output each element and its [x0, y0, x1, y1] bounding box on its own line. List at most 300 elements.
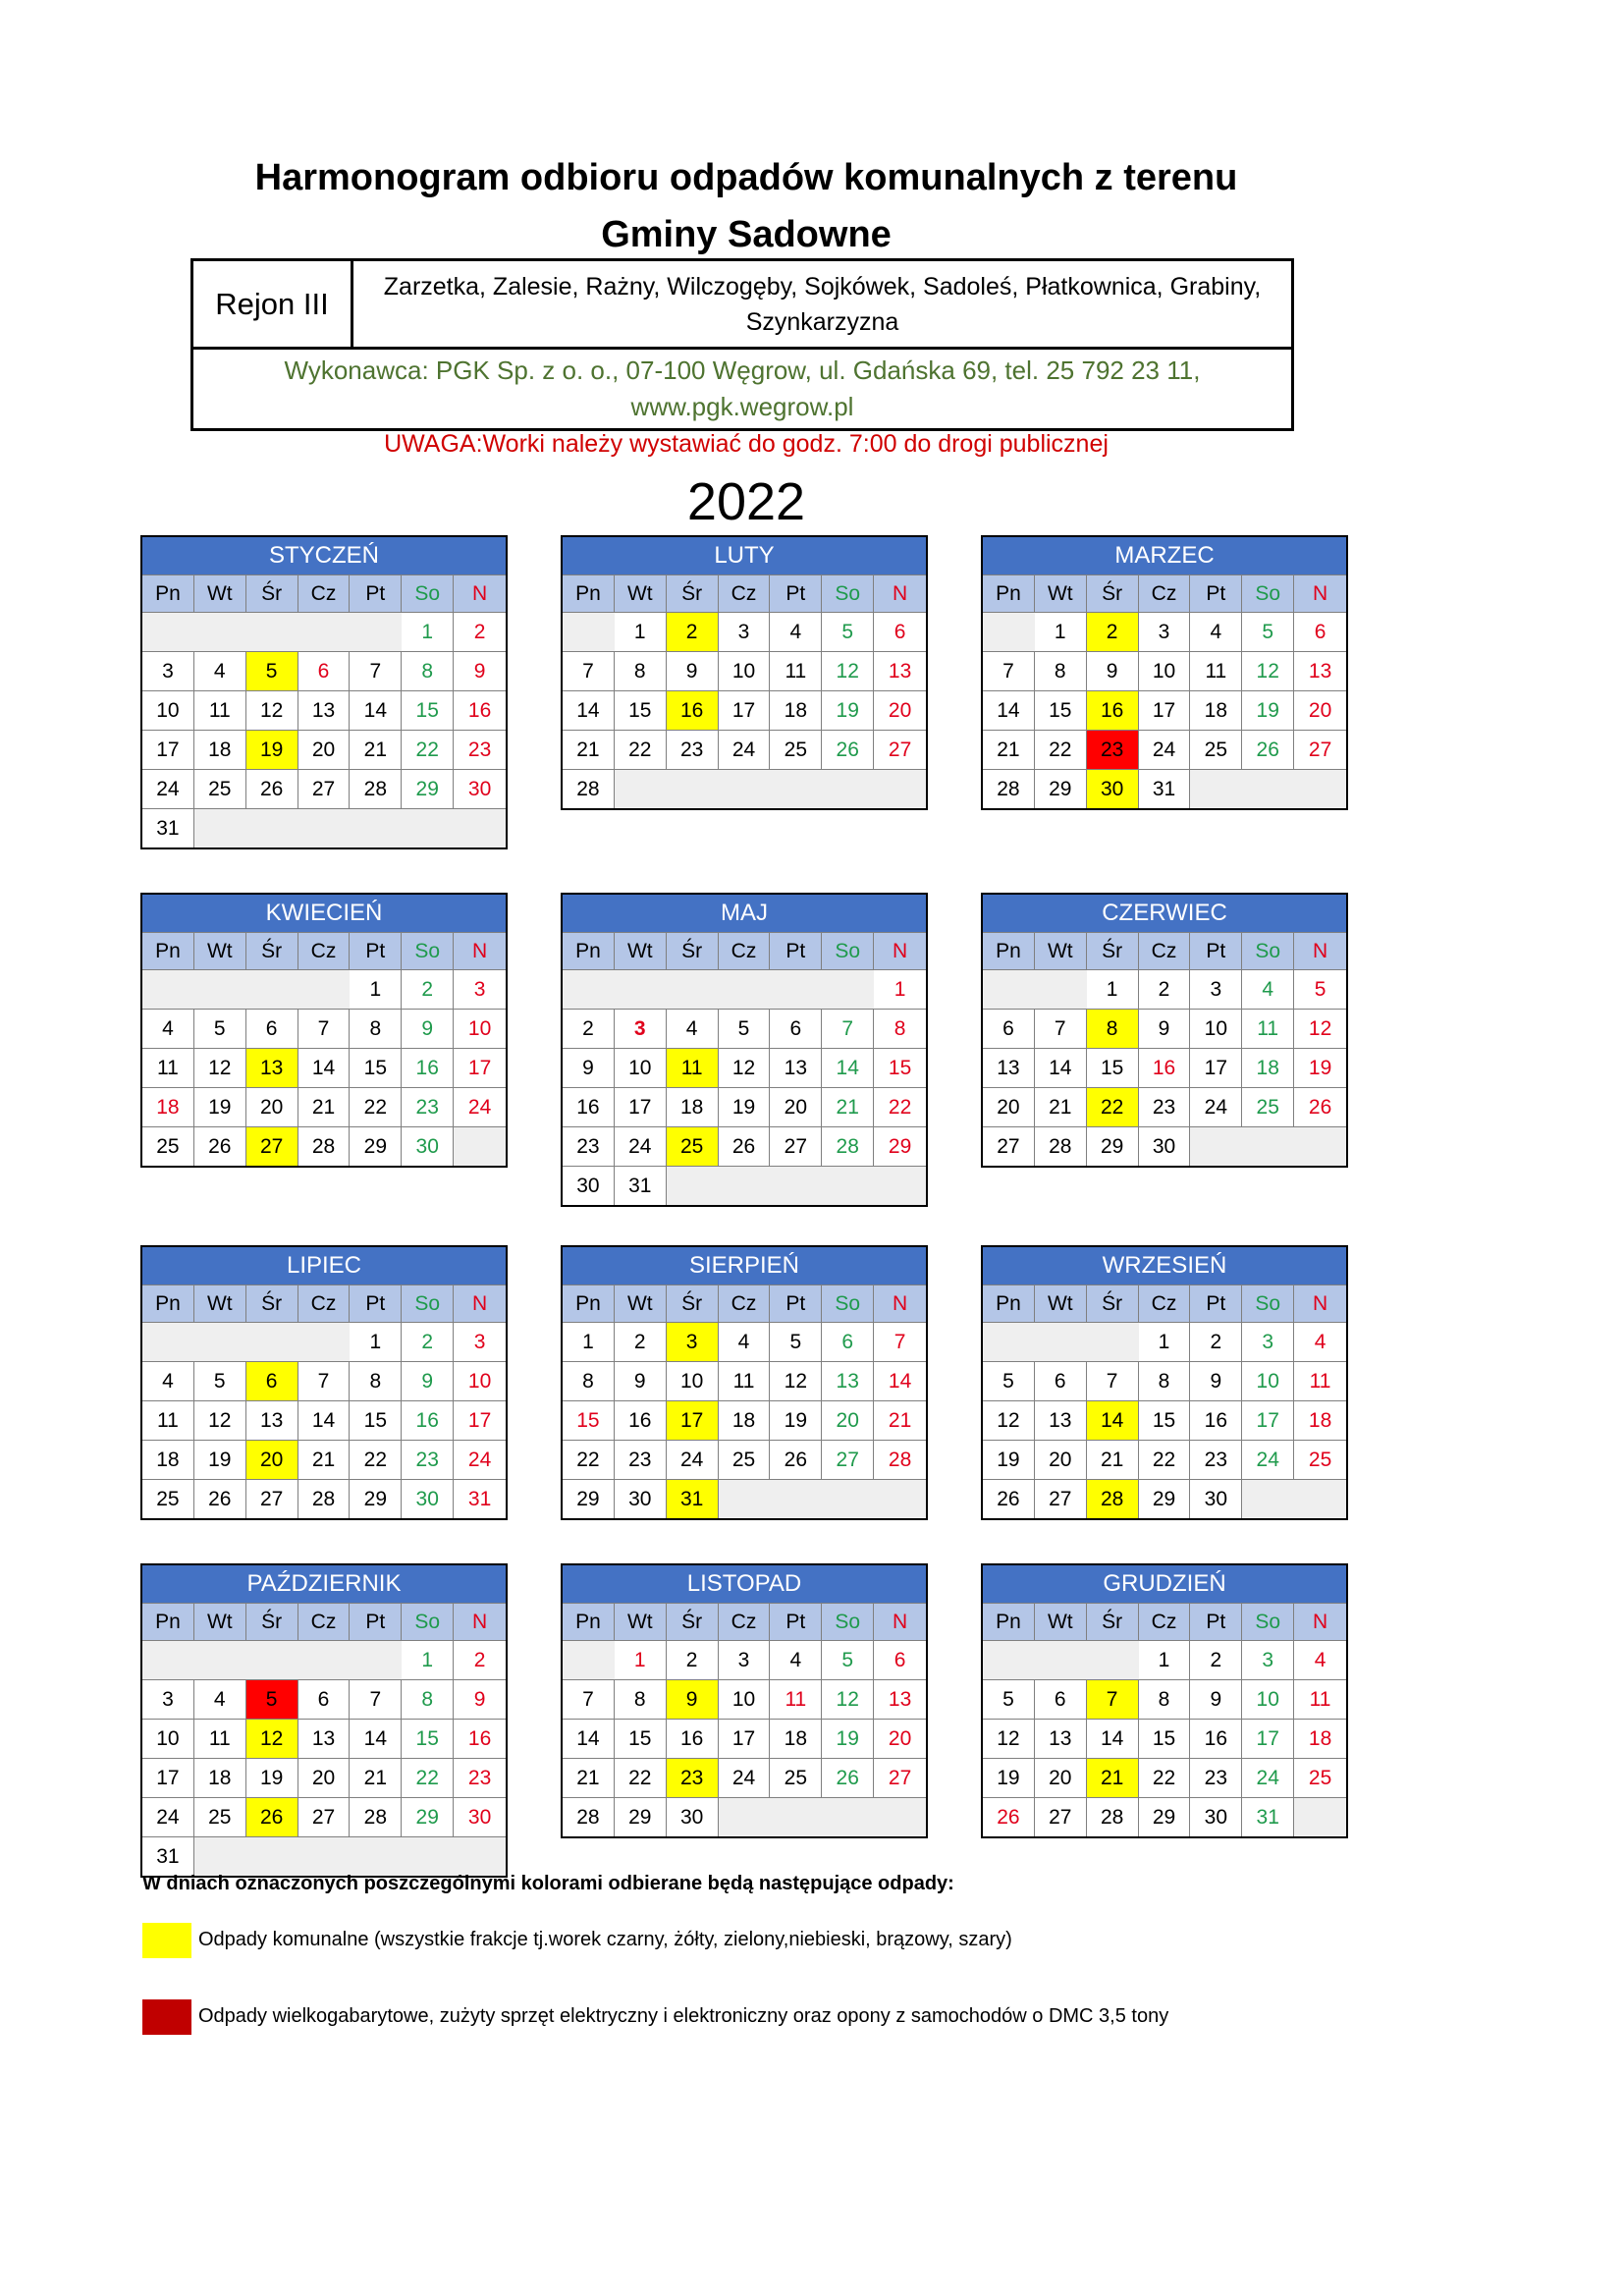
- day-cell: 15: [1087, 1048, 1139, 1087]
- title-line-2: Gminy Sadowne: [601, 214, 892, 255]
- day-cell: 25: [1294, 1758, 1346, 1797]
- weekday-header: Śr: [1087, 932, 1139, 969]
- day-cell: 9: [667, 651, 719, 690]
- day-cell: 7: [1035, 1009, 1087, 1048]
- day-cell-municipal: 23: [667, 1758, 719, 1797]
- month-name: LISTOPAD: [563, 1565, 926, 1603]
- month-7: [140, 1245, 508, 1520]
- day-cell-municipal: 3: [667, 1322, 719, 1361]
- weekday-header: Pt: [1190, 1603, 1242, 1640]
- month-name: PAŹDZIERNIK: [142, 1565, 506, 1603]
- weekday-header: Wt: [615, 574, 667, 612]
- day-cell: 26: [1242, 730, 1294, 769]
- day-cell: 18: [770, 690, 822, 730]
- day-cell: 21: [298, 1440, 351, 1479]
- day-cell: 22: [350, 1087, 402, 1126]
- day-cell: 24: [719, 1758, 771, 1797]
- day-cell-municipal: 2: [1087, 612, 1139, 651]
- day-cell: 3: [615, 1009, 667, 1048]
- day-cell: 10: [142, 690, 194, 730]
- day-cell: 28: [983, 769, 1035, 808]
- weekday-header: Wt: [615, 1603, 667, 1640]
- weekday-header: Wt: [1035, 1603, 1087, 1640]
- weekday-header: N: [1294, 574, 1346, 612]
- day-cell: 6: [298, 651, 351, 690]
- day-cell: 4: [667, 1009, 719, 1048]
- day-cell: 23: [402, 1087, 454, 1126]
- weekday-header: So: [402, 1285, 454, 1322]
- day-cell-municipal: 16: [1087, 690, 1139, 730]
- empty-cells: [983, 1322, 1139, 1361]
- day-cell: 30: [454, 769, 506, 808]
- day-cell: 18: [667, 1087, 719, 1126]
- day-cell: 9: [615, 1361, 667, 1400]
- day-cell: 21: [298, 1087, 351, 1126]
- day-cell: 5: [194, 1361, 246, 1400]
- day-cell: 16: [667, 1719, 719, 1758]
- day-cell: 21: [874, 1400, 926, 1440]
- day-cell: 4: [1190, 612, 1242, 651]
- day-cell: 12: [983, 1400, 1035, 1440]
- day-cell: 12: [1294, 1009, 1346, 1048]
- empty-cells: [194, 808, 506, 847]
- day-cell: 28: [563, 1797, 615, 1836]
- month-name: STYCZEŃ: [142, 537, 506, 574]
- day-cell: 16: [402, 1400, 454, 1440]
- empty-cells: [454, 1126, 506, 1166]
- day-cell: 19: [1294, 1048, 1346, 1087]
- day-cell: 15: [874, 1048, 926, 1087]
- day-cell: 16: [1139, 1048, 1191, 1087]
- day-cell-municipal: 28: [1087, 1479, 1139, 1518]
- day-cell: 9: [402, 1009, 454, 1048]
- day-cell: 29: [1139, 1797, 1191, 1836]
- day-cell: 9: [1087, 651, 1139, 690]
- day-cell: 18: [142, 1440, 194, 1479]
- day-cell-municipal: 8: [1087, 1009, 1139, 1048]
- day-cell: 3: [454, 969, 506, 1009]
- day-cell: 4: [770, 612, 822, 651]
- day-cell: 26: [983, 1797, 1035, 1836]
- day-cell: 6: [874, 612, 926, 651]
- day-cell: 15: [350, 1400, 402, 1440]
- day-cell-municipal: 21: [1087, 1758, 1139, 1797]
- day-cell: 24: [1242, 1440, 1294, 1479]
- day-cell: 23: [1190, 1440, 1242, 1479]
- day-cell: 10: [1242, 1679, 1294, 1719]
- day-cell: 12: [822, 651, 874, 690]
- day-cell: 22: [563, 1440, 615, 1479]
- weekday-header: Śr: [667, 1603, 719, 1640]
- empty-cells: [142, 612, 402, 651]
- day-cell: 12: [194, 1048, 246, 1087]
- day-cell: 10: [1242, 1361, 1294, 1400]
- day-cell-municipal: 19: [246, 730, 298, 769]
- day-cell: 10: [719, 1679, 771, 1719]
- weekday-header: N: [454, 1285, 506, 1322]
- weekday-header: Pt: [1190, 932, 1242, 969]
- day-cell: 6: [246, 1009, 298, 1048]
- day-cell: 13: [983, 1048, 1035, 1087]
- day-cell: 17: [454, 1048, 506, 1087]
- day-cell: 6: [983, 1009, 1035, 1048]
- month-9: [981, 1245, 1348, 1520]
- day-cell: 16: [1190, 1400, 1242, 1440]
- day-cell: 8: [615, 1679, 667, 1719]
- day-cell: 14: [298, 1400, 351, 1440]
- day-cell: 7: [298, 1361, 351, 1400]
- day-cell: 24: [142, 769, 194, 808]
- day-cell: 1: [350, 969, 402, 1009]
- day-cell-bulky: 23: [1087, 730, 1139, 769]
- day-cell-municipal: 30: [1087, 769, 1139, 808]
- day-cell: 11: [770, 1679, 822, 1719]
- day-cell-bulky: 5: [246, 1679, 298, 1719]
- day-cell: 9: [563, 1048, 615, 1087]
- day-cell: 18: [1190, 690, 1242, 730]
- weekday-header: Pt: [770, 932, 822, 969]
- day-cell: 3: [142, 651, 194, 690]
- day-cell-municipal: 12: [246, 1719, 298, 1758]
- day-cell: 4: [1294, 1322, 1346, 1361]
- day-cell: 7: [563, 651, 615, 690]
- weekday-header: Wt: [615, 932, 667, 969]
- month-name: MARZEC: [983, 537, 1346, 574]
- day-cell: 18: [770, 1719, 822, 1758]
- day-cell: 1: [1139, 1322, 1191, 1361]
- empty-cells: [142, 969, 350, 1009]
- day-cell: 30: [615, 1479, 667, 1518]
- weekday-header: Pt: [1190, 1285, 1242, 1322]
- day-cell: 20: [298, 730, 351, 769]
- legend-swatch-bulky: [142, 1999, 191, 2035]
- day-cell: 8: [402, 651, 454, 690]
- day-cell: 23: [1139, 1087, 1191, 1126]
- day-cell: 4: [719, 1322, 771, 1361]
- day-cell: 10: [454, 1009, 506, 1048]
- day-cell: 27: [822, 1440, 874, 1479]
- day-cell: 20: [770, 1087, 822, 1126]
- day-cell: 23: [454, 1758, 506, 1797]
- day-cell: 18: [142, 1087, 194, 1126]
- day-cell: 10: [142, 1719, 194, 1758]
- weekday-header: Cz: [1139, 574, 1191, 612]
- day-cell: 22: [402, 1758, 454, 1797]
- day-cell: 23: [1190, 1758, 1242, 1797]
- day-cell: 16: [563, 1087, 615, 1126]
- day-cell: 23: [615, 1440, 667, 1479]
- month-10: [140, 1563, 508, 1878]
- day-cell: 19: [1242, 690, 1294, 730]
- month-name: GRUDZIEŃ: [983, 1565, 1346, 1603]
- day-cell: 14: [822, 1048, 874, 1087]
- day-cell: 7: [1087, 1361, 1139, 1400]
- day-cell: 16: [402, 1048, 454, 1087]
- day-cell: 15: [1139, 1400, 1191, 1440]
- day-cell: 14: [563, 1719, 615, 1758]
- day-cell: 27: [246, 1479, 298, 1518]
- weekday-header: Pt: [770, 1603, 822, 1640]
- weekday-header: Pn: [142, 1603, 194, 1640]
- day-cell: 20: [822, 1400, 874, 1440]
- day-cell: 16: [454, 1719, 506, 1758]
- day-cell: 22: [350, 1440, 402, 1479]
- day-cell: 11: [719, 1361, 771, 1400]
- weekday-header: Pn: [983, 932, 1035, 969]
- day-cell: 18: [194, 730, 246, 769]
- weekday-header: N: [1294, 932, 1346, 969]
- day-cell: 28: [350, 1797, 402, 1836]
- day-cell: 25: [1294, 1440, 1346, 1479]
- day-cell: 17: [719, 1719, 771, 1758]
- day-cell: 8: [1035, 651, 1087, 690]
- day-cell: 28: [298, 1479, 351, 1518]
- day-cell: 14: [350, 1719, 402, 1758]
- month-2: [561, 535, 928, 810]
- day-cell: 6: [1294, 612, 1346, 651]
- day-cell: 15: [563, 1400, 615, 1440]
- day-cell-municipal: 11: [667, 1048, 719, 1087]
- day-cell: 21: [1087, 1440, 1139, 1479]
- day-cell: 4: [1242, 969, 1294, 1009]
- contractor-line-1: Wykonawca: PGK Sp. z o. o., 07-100 Węgrow, ul. Gdańska 69, tel. 25 792 23 11,: [284, 355, 1201, 385]
- day-cell: 6: [822, 1322, 874, 1361]
- day-cell: 28: [1035, 1126, 1087, 1166]
- day-cell: 1: [1035, 612, 1087, 651]
- day-cell: 1: [402, 1640, 454, 1679]
- empty-cells: [142, 1640, 402, 1679]
- day-cell: 30: [667, 1797, 719, 1836]
- day-cell: 11: [770, 651, 822, 690]
- day-cell: 1: [1139, 1640, 1191, 1679]
- day-cell: 3: [1242, 1322, 1294, 1361]
- weekday-header: N: [454, 574, 506, 612]
- day-cell: 30: [1139, 1126, 1191, 1166]
- day-cell: 22: [615, 1758, 667, 1797]
- day-cell: 19: [983, 1440, 1035, 1479]
- weekday-header: Cz: [719, 932, 771, 969]
- weekday-header: Wt: [194, 1603, 246, 1640]
- weekday-header: Pt: [350, 574, 402, 612]
- day-cell: 12: [822, 1679, 874, 1719]
- empty-cells: [983, 1640, 1139, 1679]
- day-cell: 7: [350, 651, 402, 690]
- day-cell: 24: [719, 730, 771, 769]
- day-cell: 13: [1294, 651, 1346, 690]
- day-cell: 18: [194, 1758, 246, 1797]
- day-cell: 1: [1087, 969, 1139, 1009]
- day-cell: 31: [615, 1166, 667, 1205]
- day-cell: 25: [142, 1126, 194, 1166]
- day-cell: 31: [454, 1479, 506, 1518]
- day-cell: 18: [1242, 1048, 1294, 1087]
- day-cell: 19: [822, 1719, 874, 1758]
- month-name: LUTY: [563, 537, 926, 574]
- day-cell: 21: [350, 730, 402, 769]
- day-cell: 20: [1035, 1440, 1087, 1479]
- day-cell: 3: [1190, 969, 1242, 1009]
- month-12: [981, 1563, 1348, 1838]
- villages-cell: Zarzetka, Zalesie, Rażny, Wilczogęby, Sojkówek, Sadoleś, Płatkownica, Grabiny, Szynkarzyzna: [352, 260, 1293, 349]
- day-cell: 20: [874, 690, 926, 730]
- day-cell-municipal: 20: [246, 1440, 298, 1479]
- day-cell-municipal: 6: [246, 1361, 298, 1400]
- day-cell: 17: [1190, 1048, 1242, 1087]
- day-cell: 3: [1139, 612, 1191, 651]
- day-cell: 13: [298, 1719, 351, 1758]
- day-cell-municipal: 7: [1087, 1679, 1139, 1719]
- empty-cells: [563, 612, 615, 651]
- weekday-header: Wt: [194, 932, 246, 969]
- day-cell: 17: [1242, 1719, 1294, 1758]
- day-cell: 9: [402, 1361, 454, 1400]
- day-cell: 31: [142, 808, 194, 847]
- month-4: [140, 893, 508, 1168]
- day-cell: 27: [874, 1758, 926, 1797]
- day-cell: 10: [615, 1048, 667, 1087]
- weekday-header: So: [1242, 574, 1294, 612]
- day-cell: 1: [350, 1322, 402, 1361]
- day-cell: 23: [667, 730, 719, 769]
- day-cell: 10: [719, 651, 771, 690]
- weekday-header: N: [1294, 1285, 1346, 1322]
- day-cell: 4: [142, 1361, 194, 1400]
- region-cell: Rejon III: [192, 260, 352, 349]
- day-cell: 19: [194, 1087, 246, 1126]
- day-cell-municipal: 2: [667, 612, 719, 651]
- day-cell: 14: [874, 1361, 926, 1400]
- day-cell: 18: [1294, 1400, 1346, 1440]
- day-cell: 17: [615, 1087, 667, 1126]
- weekday-header: Pn: [142, 574, 194, 612]
- empty-cells: [719, 1479, 926, 1518]
- day-cell: 26: [822, 1758, 874, 1797]
- weekday-header: Cz: [298, 574, 351, 612]
- day-cell: 21: [983, 730, 1035, 769]
- day-cell: 21: [350, 1758, 402, 1797]
- month-name: MAJ: [563, 895, 926, 932]
- day-cell: 24: [615, 1126, 667, 1166]
- weekday-header: Śr: [246, 574, 298, 612]
- day-cell: 7: [822, 1009, 874, 1048]
- day-cell: 24: [142, 1797, 194, 1836]
- day-cell: 22: [1035, 730, 1087, 769]
- legend-swatch-municipal: [142, 1923, 191, 1958]
- weekday-header: Wt: [1035, 932, 1087, 969]
- day-cell-municipal: 13: [246, 1048, 298, 1087]
- day-cell: 7: [350, 1679, 402, 1719]
- contractor-website[interactable]: www.pgk.wegrow.pl: [630, 392, 854, 421]
- day-cell: 2: [1190, 1640, 1242, 1679]
- day-cell: 25: [1190, 730, 1242, 769]
- day-cell: 30: [454, 1797, 506, 1836]
- day-cell: 25: [1242, 1087, 1294, 1126]
- day-cell: 7: [563, 1679, 615, 1719]
- weekday-header: Wt: [194, 1285, 246, 1322]
- day-cell: 1: [874, 969, 926, 1009]
- weekday-header: So: [822, 1603, 874, 1640]
- weekday-header: N: [874, 932, 926, 969]
- weekday-header: So: [1242, 1285, 1294, 1322]
- day-cell: 8: [563, 1361, 615, 1400]
- day-cell: 3: [719, 1640, 771, 1679]
- day-cell: 20: [983, 1087, 1035, 1126]
- weekday-header: Pn: [983, 1285, 1035, 1322]
- day-cell: 13: [874, 1679, 926, 1719]
- weekday-header: Pn: [983, 1603, 1035, 1640]
- day-cell: 30: [402, 1479, 454, 1518]
- month-name: CZERWIEC: [983, 895, 1346, 932]
- day-cell: 7: [874, 1322, 926, 1361]
- day-cell: 30: [1190, 1797, 1242, 1836]
- day-cell: 14: [350, 690, 402, 730]
- weekday-header: Pn: [142, 932, 194, 969]
- day-cell: 27: [1035, 1797, 1087, 1836]
- day-cell: 13: [1035, 1400, 1087, 1440]
- empty-cells: [983, 969, 1087, 1009]
- day-cell: 2: [454, 612, 506, 651]
- day-cell: 14: [1035, 1048, 1087, 1087]
- day-cell: 25: [770, 730, 822, 769]
- day-cell: 18: [719, 1400, 771, 1440]
- day-cell-municipal: 14: [1087, 1400, 1139, 1440]
- day-cell: 1: [615, 612, 667, 651]
- day-cell: 20: [1035, 1758, 1087, 1797]
- day-cell: 14: [1087, 1719, 1139, 1758]
- day-cell: 20: [1294, 690, 1346, 730]
- day-cell: 11: [1190, 651, 1242, 690]
- day-cell: 27: [1035, 1479, 1087, 1518]
- day-cell: 24: [1190, 1087, 1242, 1126]
- day-cell: 19: [983, 1758, 1035, 1797]
- weekday-header: N: [874, 1603, 926, 1640]
- weekday-header: So: [402, 932, 454, 969]
- weekday-header: Pt: [350, 932, 402, 969]
- day-cell: 6: [298, 1679, 351, 1719]
- weekday-header: Śr: [1087, 574, 1139, 612]
- day-cell: 3: [142, 1679, 194, 1719]
- weekday-header: Cz: [298, 932, 351, 969]
- empty-cells: [142, 1322, 350, 1361]
- day-cell: 29: [1035, 769, 1087, 808]
- day-cell: 5: [1294, 969, 1346, 1009]
- month-5: [561, 893, 928, 1207]
- empty-cells: [1190, 1126, 1346, 1166]
- day-cell: 17: [142, 1758, 194, 1797]
- weekday-header: Cz: [1139, 932, 1191, 969]
- day-cell: 3: [454, 1322, 506, 1361]
- month-name: WRZESIEŃ: [983, 1247, 1346, 1285]
- legend-text-bulky: Odpady wielkogabarytowe, zużyty sprzęt elektryczny i elektroniczny oraz opony z samochodów o DMC 3,5 tony: [198, 2005, 1169, 2027]
- day-cell: 3: [1242, 1640, 1294, 1679]
- day-cell: 18: [1294, 1719, 1346, 1758]
- day-cell: 22: [1139, 1440, 1191, 1479]
- weekday-header: Pn: [983, 574, 1035, 612]
- weekday-header: Wt: [1035, 574, 1087, 612]
- weekday-header: So: [402, 1603, 454, 1640]
- day-cell: 6: [770, 1009, 822, 1048]
- month-6: [981, 893, 1348, 1168]
- day-cell: 11: [142, 1400, 194, 1440]
- day-cell: 27: [770, 1126, 822, 1166]
- day-cell: 29: [615, 1797, 667, 1836]
- day-cell: 8: [350, 1361, 402, 1400]
- month-name: KWIECIEŃ: [142, 895, 506, 932]
- day-cell-municipal: 9: [667, 1679, 719, 1719]
- day-cell-municipal: 27: [246, 1126, 298, 1166]
- day-cell: 12: [983, 1719, 1035, 1758]
- weekday-header: So: [822, 932, 874, 969]
